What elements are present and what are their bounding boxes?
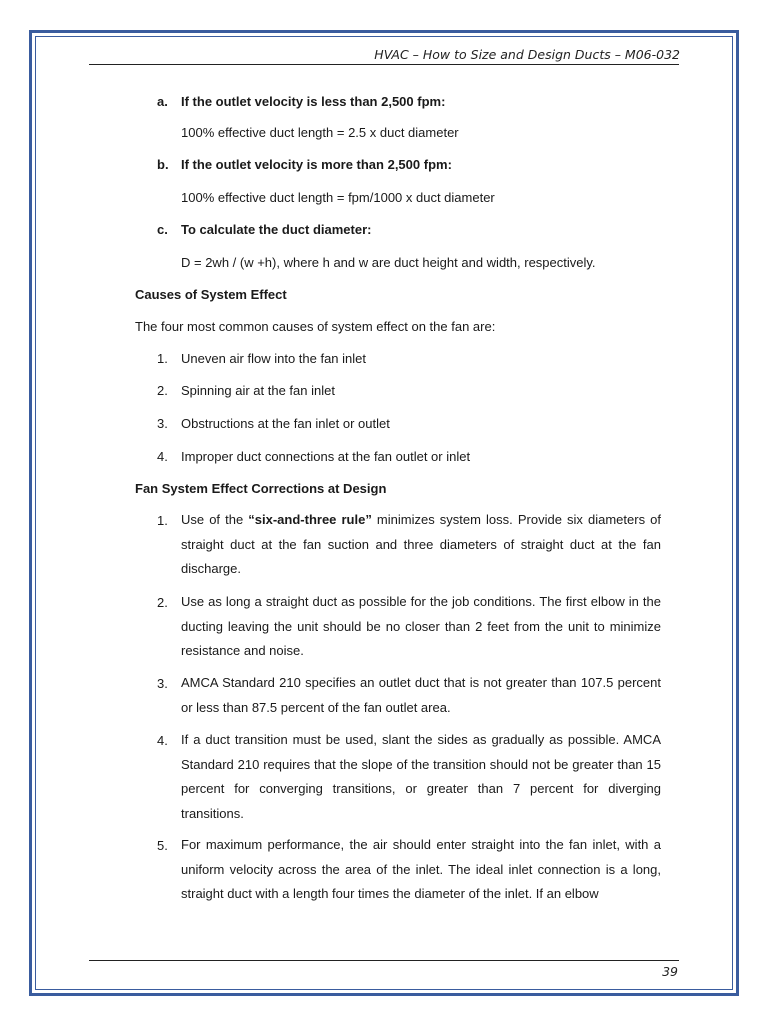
cause-number: 1.: [157, 351, 168, 366]
case-a-heading: If the outlet velocity is less than 2,500 fpm:: [181, 94, 446, 109]
correction-item: For maximum performance, the air should enter straight into the fan inlet, with a uniform velocity across the area of the inlet. The ideal inlet connection is a long, straight duct with a length four times the diameter of the inlet. If an elbow: [181, 837, 661, 901]
correction-number: 1.: [157, 513, 168, 528]
footer-rule: [89, 960, 679, 961]
cause-number: 3.: [157, 416, 168, 431]
page-number: 39: [662, 964, 678, 979]
cause-number: 4.: [157, 449, 168, 464]
correction-item: AMCA Standard 210 specifies an outlet duct that is not greater than 107.5 percent or less than 87.5 percent of the fan outlet area.: [181, 675, 661, 715]
section-heading-causes: Causes of System Effect: [135, 287, 287, 302]
case-a-formula: 100% effective duct length = 2.5 x duct diameter: [181, 125, 459, 140]
list-marker-a: a.: [157, 94, 168, 109]
correction-text-pre: Use of the: [181, 512, 249, 527]
cause-item: Uneven air flow into the fan inlet: [181, 351, 366, 366]
cause-item: Obstructions at the fan inlet or outlet: [181, 416, 390, 431]
correction-text-post: minimizes system loss. Provide six diameters of straight duct at the fan suction and three diameters of straight duct at the fan discharge.: [181, 512, 661, 576]
section-heading-corrections: Fan System Effect Corrections at Design: [135, 481, 387, 496]
correction-number: 4.: [157, 733, 168, 748]
case-c-formula: D = 2wh / (w +h), where h and w are duct height and width, respectively.: [181, 255, 596, 270]
case-c-heading: To calculate the duct diameter:: [181, 222, 372, 237]
correction-item: If a duct transition must be used, slant the sides as gradually as possible. AMCA Standard 210 requires that the slope of the transition should not be greater than 15 percent for converging transitions, or greater than 7 percent for diverging transitions.: [181, 732, 661, 821]
case-b-formula: 100% effective duct length = fpm/1000 x duct diameter: [181, 190, 495, 205]
list-marker-b: b.: [157, 157, 169, 172]
correction-item: Use as long a straight duct as possible for the job conditions. The first elbow in the ducting leaving the unit should be no closer than 2 feet from the unit to minimize resistance and noise.: [181, 594, 661, 658]
running-header: HVAC – How to Size and Design Ducts – M06-032: [374, 47, 680, 62]
header-rule: [89, 64, 679, 65]
causes-intro: The four most common causes of system effect on the fan are:: [135, 319, 496, 334]
cause-item: Spinning air at the fan inlet: [181, 383, 335, 398]
correction-item: [181, 508, 661, 582]
cause-number: 2.: [157, 383, 168, 398]
list-marker-c: c.: [157, 222, 168, 237]
correction-number: 2.: [157, 595, 168, 610]
six-and-three-rule-term: “six-and-three rule”: [248, 512, 372, 527]
correction-number: 3.: [157, 676, 168, 691]
correction-number: 5.: [157, 838, 168, 853]
cause-item: Improper duct connections at the fan outlet or inlet: [181, 449, 471, 464]
case-b-heading: If the outlet velocity is more than 2,500 fpm:: [181, 157, 452, 172]
